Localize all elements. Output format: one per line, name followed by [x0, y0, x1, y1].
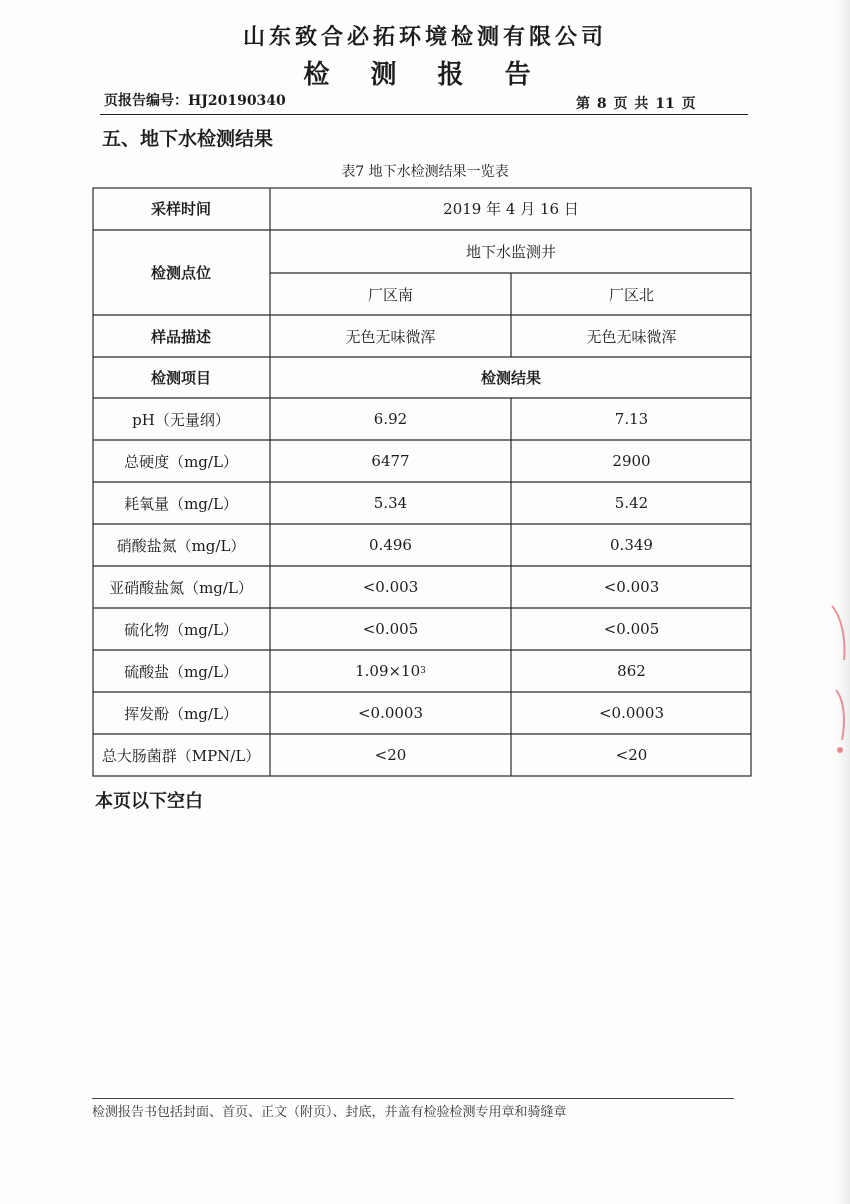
row-south: 6.92	[373, 410, 408, 428]
footer-divider	[92, 1098, 734, 1099]
row-item: 硫酸盐（mg/L）	[124, 662, 238, 681]
row-north: <0.0003	[598, 704, 665, 722]
item-header: 检测项目	[150, 369, 211, 387]
section-title: 五、地下水检测结果	[102, 128, 274, 150]
description-label: 样品描述	[150, 327, 211, 346]
point-south: 厂区南	[367, 285, 413, 304]
footer-note: 检测报告书包括封面、首页、正文（附页）、封底，并盖有检验检测专用章和骑缝章	[92, 1105, 567, 1120]
point-label: 检测点位	[150, 264, 211, 282]
row-item: 硫化物（mg/L）	[124, 620, 238, 639]
row-item: 挥发酚（mg/L）	[124, 704, 238, 723]
header-divider	[100, 114, 748, 115]
report-number: 页报告编号：HJ20190340	[104, 93, 286, 109]
row-north: <0.003	[603, 578, 660, 596]
row-item: 总硬度（mg/L）	[124, 452, 238, 471]
sampling-time-label: 采样时间	[150, 200, 211, 218]
description-south: 无色无味微浑	[345, 327, 436, 346]
company-name: 山东致合必拓环境检测有限公司	[242, 24, 607, 50]
row-item: pH（无量纲）	[132, 410, 230, 429]
seam-stamp-fragment	[822, 600, 850, 760]
blank-note: 本页以下空白	[95, 791, 203, 812]
row-south: <20	[374, 746, 407, 764]
table-caption: 表7 地下水检测结果一览表	[341, 164, 509, 180]
row-north: 5.42	[614, 494, 649, 512]
row-item: 亚硝酸盐氮（mg/L）	[109, 578, 253, 597]
row-south: <0.003	[362, 578, 419, 596]
row-south	[270, 650, 511, 692]
row-north: 862	[617, 662, 646, 680]
row-south: <0.005	[362, 620, 419, 638]
row-north: 2900	[612, 452, 651, 470]
sulfate-base: 1.09×10	[355, 662, 421, 680]
row-north: <0.005	[603, 620, 660, 638]
page-number: 第 8 页 共 11 页	[576, 96, 696, 112]
description-north: 无色无味微浑	[586, 327, 677, 346]
row-south: 0.496	[369, 536, 412, 554]
point-north: 厂区北	[608, 285, 654, 304]
row-north: 7.13	[614, 410, 649, 428]
results-table	[92, 187, 752, 777]
row-north: <20	[615, 746, 648, 764]
row-item: 硝酸盐氮（mg/L）	[116, 536, 246, 555]
row-south: 6477	[371, 452, 410, 470]
row-north: 0.349	[610, 536, 653, 554]
stamp-fragment-shape	[822, 600, 850, 760]
sulfate-exponent: 3	[420, 666, 426, 676]
row-south: <0.0003	[357, 704, 424, 722]
result-header: 检测结果	[480, 369, 541, 387]
point-group: 地下水监测井	[465, 243, 556, 261]
sampling-time-value: 2019 年 4 月 16 日	[443, 200, 579, 218]
row-item: 总大肠菌群（MPN/L）	[101, 746, 261, 765]
row-south: 5.34	[373, 494, 408, 512]
row-item: 耗氧量（mg/L）	[124, 494, 238, 513]
report-title: 检 测 报 告	[303, 60, 547, 90]
